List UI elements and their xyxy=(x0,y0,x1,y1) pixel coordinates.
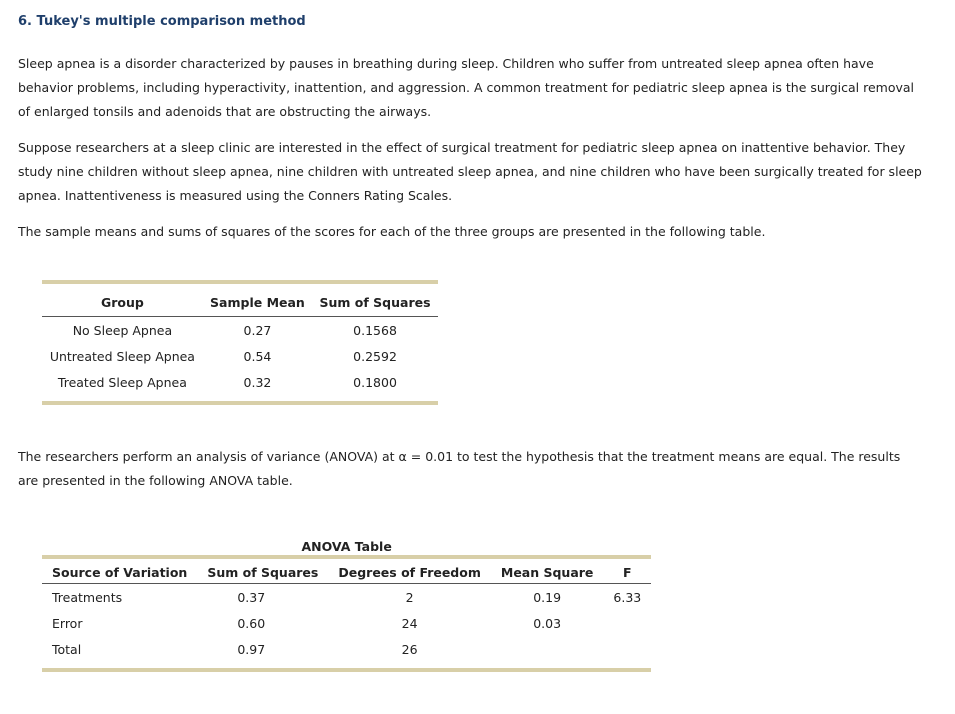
page-title: 6. Tukey's multiple comparison method xyxy=(18,14,306,29)
sample-mean: 0.54 xyxy=(243,348,272,364)
table-row xyxy=(42,584,651,611)
table-row xyxy=(42,369,438,403)
degrees-of-freedom: 2 xyxy=(405,589,414,605)
sum-of-squares: 0.2592 xyxy=(353,348,397,364)
sample-mean: 0.32 xyxy=(243,374,272,390)
header-sum-of-squares: Sum of Squares xyxy=(312,282,438,317)
intro-paragraph: Sleep apnea is a disorder characterized by pauses in breathing during sleep. Children who suffer from untreated sleep apnea often have behavior problems, including hyperactivity, inattention, and aggression. A common treatment for pediatric sleep apnea is the surgical removal of enlarged tonsils and adenoids that are obstructing the airways. xyxy=(18,56,915,119)
degrees-of-freedom: 26 xyxy=(401,641,418,657)
header-f: F xyxy=(603,557,651,584)
source-of-variation: Total xyxy=(52,641,82,657)
table-row xyxy=(42,317,438,344)
header-degrees-of-freedom: Degrees of Freedom xyxy=(328,557,491,584)
anova-intro-paragraph: The researchers perform an analysis of variance (ANOVA) at α = 0.01 to test the hypothesis that the treatment means are equal. The results are presented in the following ANOVA table. xyxy=(18,449,901,488)
table-row xyxy=(42,610,651,636)
header-sum-of-squares: Sum of Squares xyxy=(197,557,328,584)
sample-mean: 0.27 xyxy=(243,322,272,338)
source-of-variation: Treatments xyxy=(52,589,123,605)
sum-of-squares: 0.37 xyxy=(237,589,266,605)
f-value: 6.33 xyxy=(613,589,642,605)
group-name: Untreated Sleep Apnea xyxy=(49,348,195,364)
table-row xyxy=(42,636,651,670)
anova-table xyxy=(42,529,651,672)
header-sample-mean: Sample Mean xyxy=(203,282,312,317)
header-mean-square: Mean Square xyxy=(491,557,604,584)
group-name: No Sleep Apnea xyxy=(72,322,173,338)
table-row xyxy=(42,343,438,369)
study-paragraph: Suppose researchers at a sleep clinic are interested in the effect of surgical treatment for pediatric sleep apnea on inattentive behavior. They study nine children without sleep apnea, nine children with untreated sleep apnea, and nine children who have been surgically treated for sleep apnea. Inattentiveness is measured using the Conners Rating Scales. xyxy=(18,140,922,203)
header-group: Group xyxy=(42,282,203,317)
sum-of-squares: 0.60 xyxy=(237,615,266,631)
table-header-row xyxy=(42,282,438,317)
source-of-variation: Error xyxy=(52,615,83,631)
group-name: Treated Sleep Apnea xyxy=(57,374,187,390)
degrees-of-freedom: 24 xyxy=(401,615,418,631)
f-value xyxy=(603,610,651,636)
f-value xyxy=(603,636,651,670)
mean-square: 0.03 xyxy=(533,615,562,631)
sum-of-squares: 0.97 xyxy=(237,641,266,657)
header-source-of-variation: Source of Variation xyxy=(42,557,197,584)
mean-square xyxy=(491,636,604,670)
mean-square: 0.19 xyxy=(533,589,562,605)
table-header-row xyxy=(42,557,651,584)
group-summary-table xyxy=(42,280,438,405)
anova-table-caption: ANOVA Table xyxy=(301,539,392,554)
sum-of-squares: 0.1568 xyxy=(353,322,397,338)
sum-of-squares: 0.1800 xyxy=(353,374,397,390)
table-intro-paragraph: The sample means and sums of squares of the scores for each of the three groups are presented in the following table. xyxy=(18,224,766,239)
